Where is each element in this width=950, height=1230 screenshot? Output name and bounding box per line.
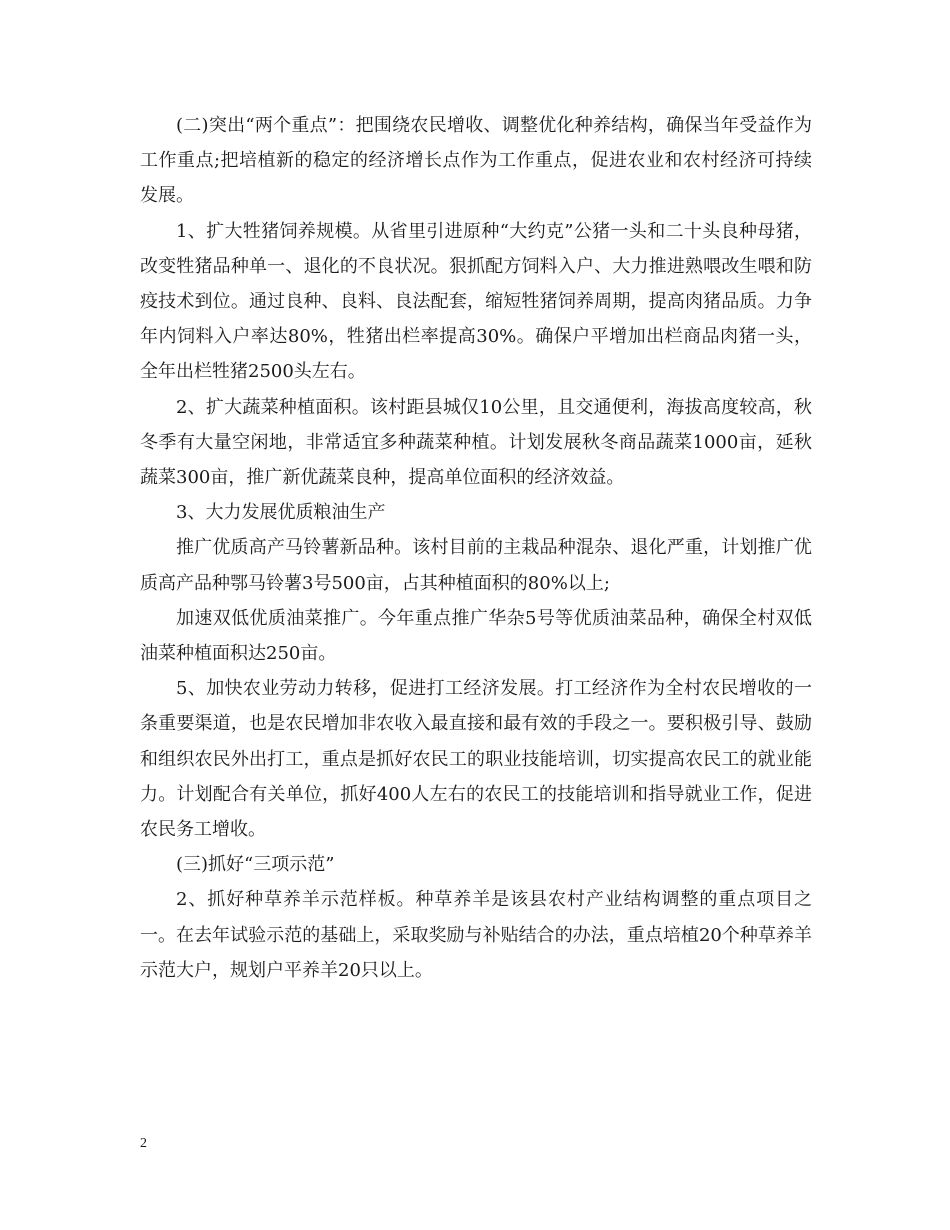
- paragraph-pig-farming: 1、扩大牲猪饲养规模。从省里引进原种“大约克”公猪一头和二十头良种母猪，改变牲猪品种单一、退化的不良状况。狠抓配方饲料入户、大力推进熟喂改生喂和防疫技术到位。通过良种、良料、良法配套，缩短牲猪饲养周期，提高肉猪品质。力争年内饲料入户率达80%，牲猪出栏率提高30%。确保户平增加出栏商品肉猪一头，全年出栏牲猪2500头左右。: [140, 220, 812, 383]
- document-body: [140, 108, 812, 988]
- paragraph-labor-transfer: 5、加快农业劳动力转移，促进打工经济发展。打工经济作为全村农民增收的一条重要渠道，也是农民增加非农收入最直接和最有效的手段之一。要积极引导、鼓励和组织农民外出打工，重点是抓好农民工的职业技能培训，切实提高农民工的就业能力。计划配合有关单位，抓好400人左右的农民工的技能培训和指导就业工作，促进农民务工增收。: [140, 678, 812, 841]
- paragraph-rapeseed-promotion: 加速双低优质油菜推广。今年重点推广华杂5号等优质油菜品种，确保全村双低油菜种植面积达250亩。: [140, 607, 812, 665]
- paragraph-three-demonstrations: (三)抓好“三项示范”: [176, 854, 335, 876]
- paragraph-two-key-points: (二)突出“两个重点”：把围绕农民增收、调整优化种养结构，确保当年受益作为工作重点;把培植新的稳定的经济增长点作为工作重点，促进农业和农村经济可持续发展。: [140, 115, 812, 207]
- paragraph-grain-oil-heading: 3、大力发展优质粮油生产: [176, 502, 386, 524]
- page-number: 2: [140, 1136, 147, 1151]
- paragraph-potato-promotion: 推广优质高产马铃薯新品种。该村目前的主栽品种混杂、退化严重，计划推广优质高产品种鄂马铃薯3号500亩，占其种植面积的80%以上;: [140, 537, 812, 594]
- paragraph-vegetable-planting: 2、扩大蔬菜种植面积。该村距县城仅10公里，且交通便利，海拔高度较高，秋冬季有大量空闲地，非常适宜多种蔬菜种植。计划发展秋冬商品蔬菜1000亩，延秋蔬菜300亩，推广新优蔬菜良种，提高单位面积的经济效益。: [140, 396, 812, 489]
- paragraph-sheep-demonstration: 2、抓好种草养羊示范样板。种草养羊是该县农村产业结构调整的重点项目之一。在去年试验示范的基础上，采取奖励与补贴结合的办法，重点培植20个种草养羊示范大户，规划户平养羊20只以上。: [140, 889, 812, 981]
